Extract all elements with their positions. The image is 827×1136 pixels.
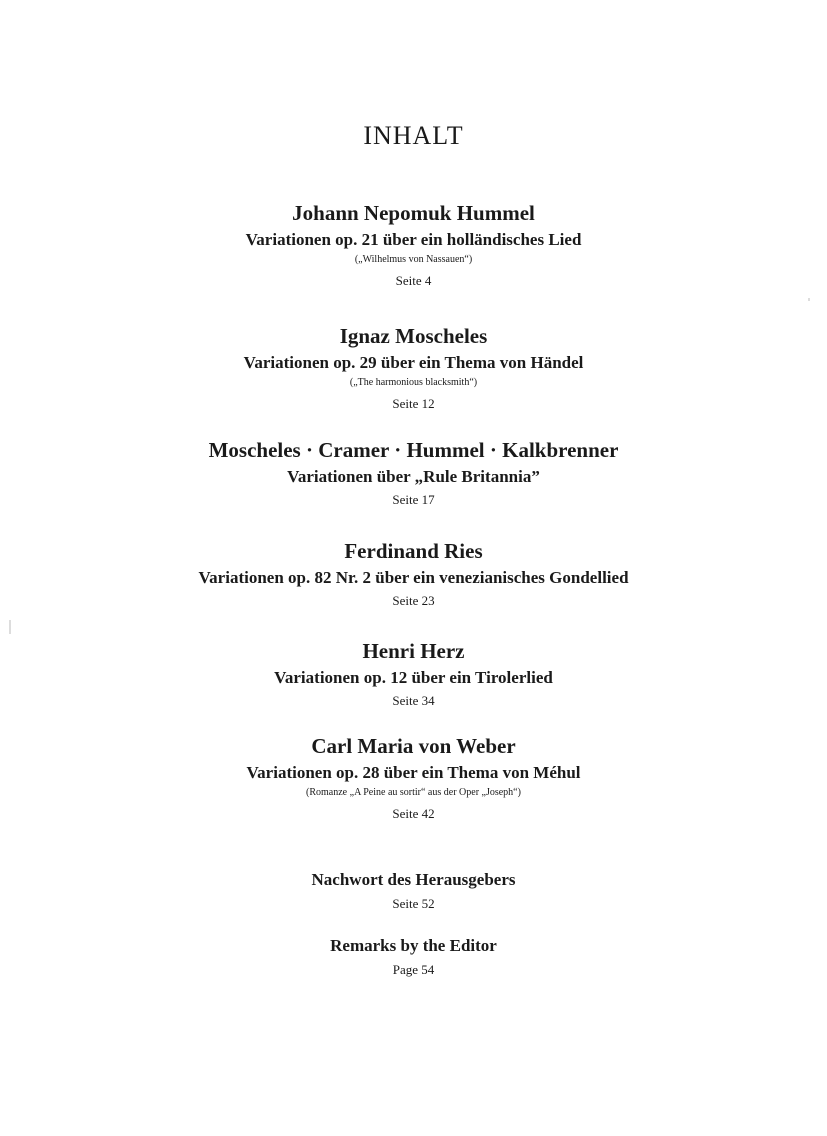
afterword-title: Nachwort des Herausgebers <box>311 870 516 889</box>
work-title: Variationen op. 29 über ein Thema von Händel <box>243 353 584 372</box>
composer-name: Henri Herz <box>362 639 465 663</box>
work-title: Variationen über „Rule Britannia” <box>287 467 540 486</box>
page-title: INHALT <box>363 121 464 150</box>
composer-name: Johann Nepomuk Hummel <box>292 201 535 225</box>
toc-entry-moscheles <box>0 324 827 415</box>
page-reference: Seite 17 <box>392 492 435 507</box>
composer-name: Ignaz Moscheles <box>339 324 488 348</box>
composer-name: Ferdinand Ries <box>344 539 483 563</box>
page-reference: Page 54 <box>392 962 435 977</box>
work-title: Variationen op. 82 Nr. 2 über ein venezianisches Gondellied <box>198 568 629 587</box>
toc-entry-herz <box>0 639 827 712</box>
page-reference: Seite 12 <box>392 396 435 411</box>
page-reference: Seite 34 <box>392 693 435 708</box>
page-reference: Seite 23 <box>392 593 435 608</box>
toc-entry-rule-britannia <box>0 438 827 511</box>
scan-mark <box>808 298 810 301</box>
composer-name: Carl Maria von Weber <box>311 734 516 758</box>
work-title: Variationen op. 12 über ein Tirolerlied <box>274 668 553 687</box>
work-note: („Wilhelmus von Nassauen“) <box>354 254 473 265</box>
remarks-title: Remarks by the Editor <box>330 936 497 955</box>
page-reference: Seite 52 <box>392 896 435 911</box>
scan-mark <box>9 620 11 634</box>
toc-entry-remarks <box>0 935 827 981</box>
work-note: (Romanze „A Peine au sortir“ aus der Oper „Joseph“) <box>306 787 521 798</box>
toc-entry-hummel <box>0 201 827 292</box>
page-reference: Seite 4 <box>395 273 432 288</box>
toc-entry-afterword <box>0 869 827 915</box>
work-note: („The harmonious blacksmith“) <box>349 377 478 388</box>
page-reference: Seite 42 <box>392 806 435 821</box>
toc-entry-ries <box>0 539 827 612</box>
work-title: Variationen op. 28 über ein Thema von Méhul <box>246 763 581 782</box>
composer-name: Moscheles · Cramer · Hummel · Kalkbrenner <box>208 438 619 462</box>
toc-entry-weber <box>0 734 827 825</box>
work-title: Variationen op. 21 über ein holländisches Lied <box>245 230 582 249</box>
